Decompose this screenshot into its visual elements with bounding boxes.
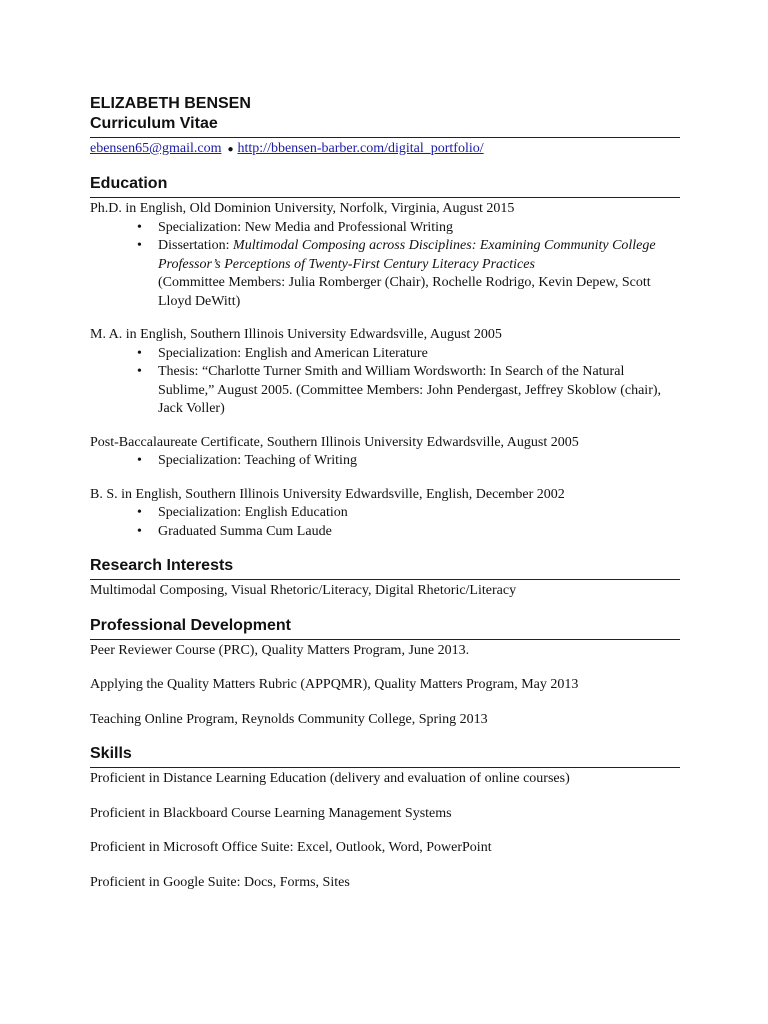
bs-details: [90, 504, 680, 541]
ma-details: [90, 345, 680, 419]
skill-item: Proficient in Google Suite: Docs, Forms, Sites: [90, 874, 350, 890]
professional-development-divider: [90, 639, 680, 640]
pd-item: Applying the Quality Matters Rubric (APPQMR), Quality Matters Program, May 2013: [90, 677, 579, 692]
education-heading: Education: [90, 175, 168, 192]
phd-specialization: • Specialization: New Media and Professional Writing: [158, 219, 680, 238]
email-link[interactable]: ebensen65@gmail.com: [90, 141, 222, 156]
contact-line: [90, 140, 680, 159]
phd-details: [90, 219, 680, 312]
education-section: [90, 174, 680, 541]
phd-entry: Ph.D. in English, Old Dominion University, Norfolk, Virginia, August 2015: [90, 201, 515, 216]
ma-specialization: • Specialization: English and American Literature: [158, 345, 680, 364]
professional-development-heading: Professional Development: [90, 616, 291, 634]
dissertation-label: Dissertation:: [158, 238, 234, 253]
header-divider: [90, 137, 680, 138]
skills-section: [90, 744, 680, 892]
research-divider: [90, 579, 680, 580]
research-section: [90, 556, 680, 601]
document-subtitle: Curriculum Vitae: [90, 115, 218, 132]
research-text: Multimodal Composing, Visual Rhetoric/Literacy, Digital Rhetoric/Literacy: [90, 583, 517, 598]
skill-item: Proficient in Microsoft Office Suite: Excel, Outlook, Word, PowerPoint: [90, 840, 492, 855]
education-divider: [90, 197, 680, 198]
bs-specialization: • Specialization: English Education: [158, 504, 680, 523]
bs-honors: • Graduated Summa Cum Laude: [158, 523, 680, 542]
research-heading: Research Interests: [90, 557, 234, 574]
skills-heading: Skills: [90, 745, 132, 762]
pd-item: Teaching Online Program, Reynolds Community College, Spring 2013: [90, 711, 488, 727]
ma-thesis: • Thesis: “Charlotte Turner Smith and William Wordsworth: In Search of the Natural Sublime,” August 2005. (Committee Members: John Pendergast, Jeffrey Skoblow (chair), Jack Voller): [158, 363, 680, 419]
professional-development-section: [90, 616, 680, 730]
skills-divider: [90, 767, 680, 768]
pbc-details: [90, 452, 680, 471]
pbc-specialization: • Specialization: Teaching of Writing: [158, 452, 680, 471]
dissertation-committee: (Committee Members: Julia Romberger (Chair), Rochelle Rodrigo, Kevin Depew, Scott Lloyd DeWitt): [158, 275, 651, 309]
dissertation-title: Multimodal Composing across Disciplines: Examining Community College Professor’s Perceptions of Twenty-First Century Literacy Practices: [158, 238, 656, 272]
contact-separator: ●: [227, 144, 234, 155]
portfolio-link[interactable]: http://bbensen-barber.com/digital_portfolio/: [237, 141, 484, 156]
bs-entry: B. S. in English, Southern Illinois University Edwardsville, English, December 2002: [90, 486, 565, 502]
skill-item: Proficient in Blackboard Course Learning Management Systems: [90, 805, 452, 821]
pd-item: Peer Reviewer Course (PRC), Quality Matters Program, June 2013.: [90, 642, 470, 658]
cv-page: [90, 94, 680, 892]
phd-dissertation: [158, 237, 680, 311]
ma-entry: M. A. in English, Southern Illinois University Edwardsville, August 2005: [90, 327, 502, 342]
skill-item: Proficient in Distance Learning Education (delivery and evaluation of online courses): [90, 771, 570, 786]
person-name: ELIZABETH BENSEN: [90, 95, 251, 112]
pbc-entry: Post-Baccalaureate Certificate, Southern Illinois University Edwardsville, August 2005: [90, 434, 579, 450]
